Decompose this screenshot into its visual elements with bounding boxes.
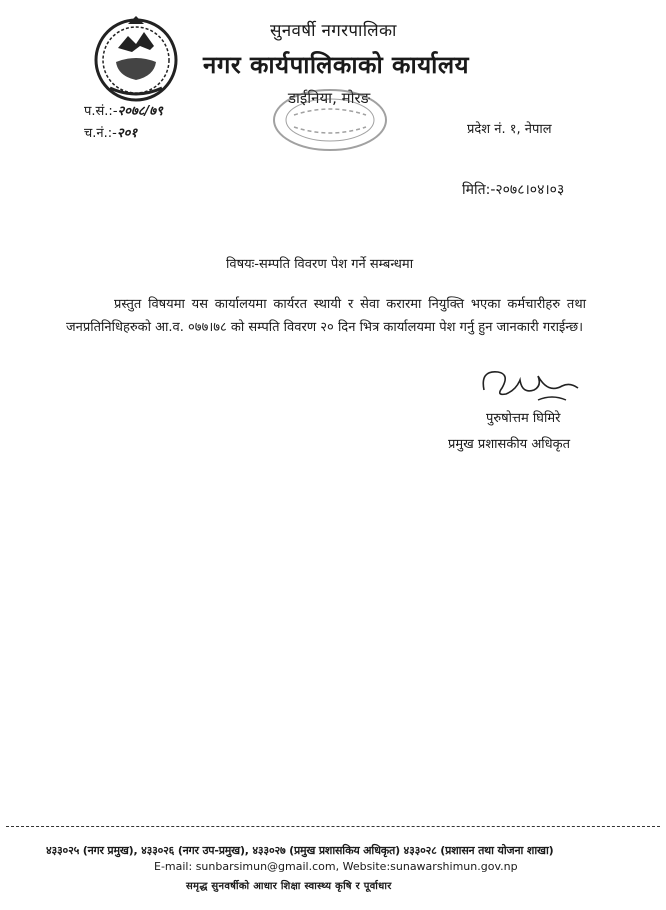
reference-label: प.सं.:- [84,104,118,119]
office-seal-stamp [270,85,390,155]
signatory-title: प्रमुख प्रशासकीय अधिकृत [448,437,571,452]
nepal-government-emblem-icon [88,10,184,106]
letter-date: मिति:-२०७८।०४।०३ [462,182,565,198]
reference-value: २०७८/७९ [117,104,163,119]
letter-body: प्रस्तुत विषयमा यस कार्यालयमा कार्यरत स्थायी र सेवा करारमा नियुक्ति भएका कर्मचारीहरु तथा जनप्रतिनिधिहरुको आ.व. ०७७।७८ को सम्पति विवरण २० दिन भित्र कार्यालयमा पेश गर्नु हुन जानकारी गराईन्छ। [66,297,586,335]
handwritten-signature [476,360,586,408]
footer-contact: E-mail: sunbarsimun@gmail.com, Website:sunawarshimun.gov.np [154,860,518,873]
footer-phone-numbers: ४३३०२५ (नगर प्रमुख), ४३३०२६ (नगर उप-प्रमुख), ४३३०२७ (प्रमुख प्रशासकिय अधिकृत) ४३३०२८ (प्रशासन तथा योजना शाखा) [46,844,554,857]
letter-subject: विषयः-सम्पति विवरण पेश गर्ने सम्बन्धमा [226,257,414,272]
footer-slogan: समृद्ध सुनवर्षीको आधार शिक्षा स्वास्थ्य कृषि र पूर्वाधार [186,881,392,892]
reference-number [84,100,163,119]
dispatch-number [84,122,137,141]
province-address: प्रदेश नं. १, नेपाल [467,122,552,137]
footer-divider [6,826,660,827]
municipality-name: सुनवर्षी नगरपालिका [270,21,397,41]
office-name: नगर कार्यपालिकाको कार्यालय [203,51,470,79]
dispatch-value: २०१ [116,126,138,141]
signatory-name: पुरुषोत्तम घिमिरे [486,411,561,426]
dispatch-label: च.नं.:- [84,126,117,141]
district-address: डाईनिया, मोरङ [288,89,371,107]
